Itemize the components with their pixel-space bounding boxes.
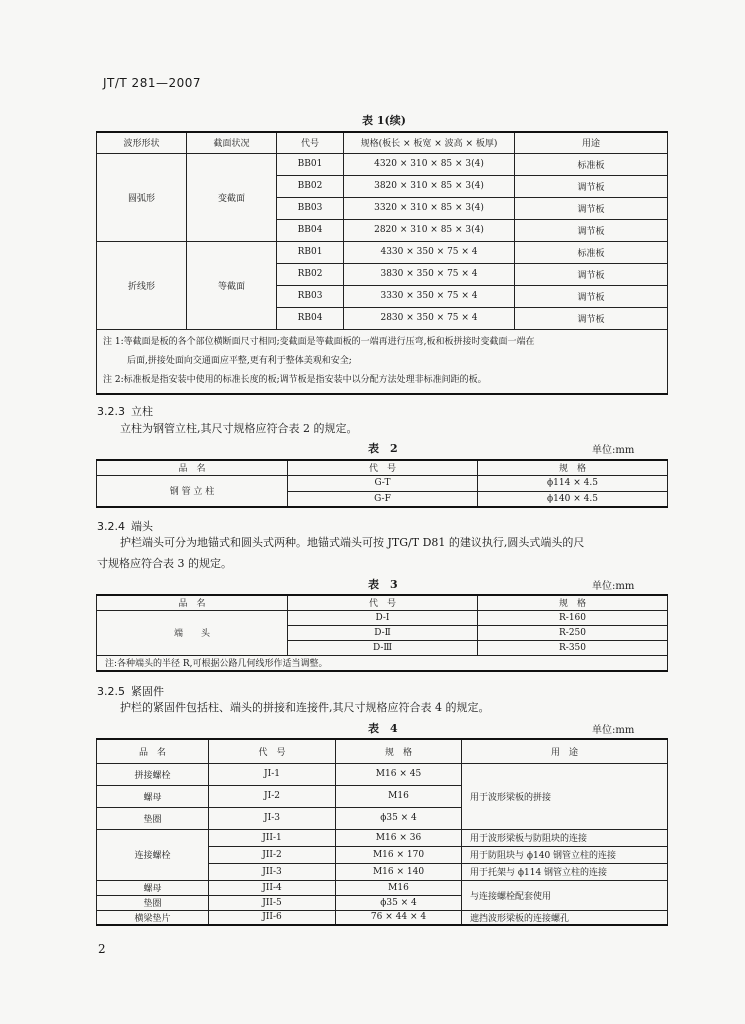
table4-code: JI-2 [209,785,336,807]
table4-use: 用于波形梁板的拼接 [462,763,668,829]
table4-code: JI-3 [209,807,336,829]
section-3-2-3-text: 立柱为钢管立柱,其尺寸规格应符合表 2 的规定。 [120,422,358,435]
table1-code: BB04 [277,219,344,241]
table1-code: RB03 [277,285,344,307]
table3-code: D-Ⅱ [288,625,478,640]
table2 [96,459,668,508]
table4-header: 代 号 [209,739,336,763]
table1 [96,131,668,395]
table4-name: 螺母 [97,880,209,895]
table3-spec: R-350 [478,640,668,655]
table4-spec: ϕ35 × 4 [336,807,462,829]
table1-code: RB04 [277,307,344,329]
table3-note: 注:各种端头的半径 R,可根据公路几何线形作适当调整。 [97,655,668,671]
table4-name: 拼接螺栓 [97,763,209,785]
table2-spec: ϕ140 × 4.5 [478,491,668,507]
page-number: 2 [98,942,106,956]
table1-spec: 3330 × 350 × 75 × 4 [344,285,515,307]
table1-use: 调节板 [515,175,668,197]
table1-spec: 2820 × 310 × 85 × 3(4) [344,219,515,241]
table4-name: 垫圈 [97,807,209,829]
table3-spec: R-250 [478,625,668,640]
table4 [96,738,668,926]
table4-spec: ϕ35 × 4 [336,895,462,910]
table4-spec: M16 × 36 [336,829,462,846]
table4-name: 螺母 [97,785,209,807]
table1-use: 调节板 [515,219,668,241]
table4-code: JII-2 [209,846,336,863]
table1-spec: 3830 × 350 × 75 × 4 [344,263,515,285]
table1-code: BB02 [277,175,344,197]
table4-spec: 76 × 44 × 4 [336,910,462,925]
section-3-2-3-heading [97,403,153,419]
table4-spec: M16 × 140 [336,863,462,880]
table2-header: 代 号 [288,460,478,475]
table1-header: 代号 [277,132,344,153]
table4-spec: M16 × 170 [336,846,462,863]
section-number: 3.2.5 [97,685,125,698]
table1-section: 等截面 [187,241,277,329]
table4-spec: M16 [336,785,462,807]
table4-unit: 单位:mm [592,725,635,736]
section-title: 端头 [131,520,153,533]
table4-code: JII-6 [209,910,336,925]
table4-use: 用于托架与 ϕ114 钢管立柱的连接 [462,863,668,880]
table4-name: 垫圈 [97,895,209,910]
table3-spec: R-160 [478,610,668,625]
table4-use: 遮挡波形梁板的连接螺孔 [462,910,668,925]
table1-header: 规格(板长 × 板宽 × 波高 × 板厚) [344,132,515,153]
table2-code: G-T [288,475,478,491]
table1-section: 变截面 [187,153,277,241]
table1-code: BB01 [277,153,344,175]
table4-spec: M16 × 45 [336,763,462,785]
table1-use: 调节板 [515,307,668,329]
table1-header: 波形形状 [97,132,187,153]
table4-header: 用 途 [462,739,668,763]
table1-shape: 折线形 [97,241,187,329]
table1-spec: 4330 × 350 × 75 × 4 [344,241,515,263]
table2-unit: 单位:mm [592,445,635,456]
table1-spec: 2830 × 350 × 75 × 4 [344,307,515,329]
table4-use: 用于波形梁板与防阻块的连接 [462,829,668,846]
table3-name: 端 头 [97,610,288,655]
table3-unit: 单位:mm [592,581,635,592]
table1-spec: 3320 × 310 × 85 × 3(4) [344,197,515,219]
table2-name: 钢 管 立 柱 [97,475,288,507]
table1-header: 用途 [515,132,668,153]
table1-header: 截面状况 [187,132,277,153]
table4-header: 规 格 [336,739,462,763]
table1-spec: 4320 × 310 × 85 × 3(4) [344,153,515,175]
section-title: 立柱 [131,405,153,418]
section-3-2-4-line1: 护栏端头可分为地锚式和圆头式两种。地锚式端头可按 JTG/T D81 的建议执行,圆头式端头的尺 [120,536,585,549]
table3-code: D-Ⅲ [288,640,478,655]
table1-code: RB01 [277,241,344,263]
table3-code: D-Ⅰ [288,610,478,625]
table4-use: 与连接螺栓配套使用 [462,880,668,910]
table2-caption: 表 2 [368,442,398,455]
table2-code: G-F [288,491,478,507]
table2-header: 品 名 [97,460,288,475]
section-3-2-4-line2: 寸规格应符合表 3 的规定。 [97,557,232,570]
table3 [96,594,668,672]
table4-name: 连接螺栓 [97,829,209,880]
table1-use: 标准板 [515,241,668,263]
table1-caption: 表 1(续) [362,114,406,127]
section-number: 3.2.4 [97,520,125,533]
table4-code: JII-4 [209,880,336,895]
table1-code: BB03 [277,197,344,219]
section-number: 3.2.3 [97,405,125,418]
table1-note1a: 注 1:等截面是板的各个部位横断面尺寸相同;变截面是等截面板的一端再进行压弯,板和板拼接时变截面一端在 [103,336,535,347]
table1-note2: 注 2:标准板是指安装中使用的标准长度的板;调节板是指安装中以分配方法处理非标准间距的板。 [103,374,487,385]
table1-note1b: 后面,拼接处面向交通面应平整,更有利于整体美观和安全; [127,355,352,366]
table4-spec: M16 [336,880,462,895]
table3-header: 代 号 [288,595,478,610]
table1-code: RB02 [277,263,344,285]
table1-use: 调节板 [515,197,668,219]
section-3-2-5-text: 护栏的紧固件包括柱、端头的拼接和连接件,其尺寸规格应符合表 4 的规定。 [120,701,490,714]
table1-shape: 圆弧形 [97,153,187,241]
table1-use: 标准板 [515,153,668,175]
table4-code: JI-1 [209,763,336,785]
table3-header: 品 名 [97,595,288,610]
table4-code: JII-5 [209,895,336,910]
table1-notes [97,329,668,394]
table4-code: JII-1 [209,829,336,846]
table4-header: 品 名 [97,739,209,763]
standard-code: JT/T 281—2007 [103,76,201,90]
table1-use: 调节板 [515,285,668,307]
table2-spec: ϕ114 × 4.5 [478,475,668,491]
table4-name: 横梁垫片 [97,910,209,925]
table3-header: 规 格 [478,595,668,610]
table1-spec: 3820 × 310 × 85 × 3(4) [344,175,515,197]
table4-use: 用于防阻块与 ϕ140 钢管立柱的连接 [462,846,668,863]
table4-code: JII-3 [209,863,336,880]
table1-use: 调节板 [515,263,668,285]
section-title: 紧固件 [131,685,164,698]
table3-caption: 表 3 [368,578,398,591]
table2-header: 规 格 [478,460,668,475]
table4-caption: 表 4 [368,722,398,735]
